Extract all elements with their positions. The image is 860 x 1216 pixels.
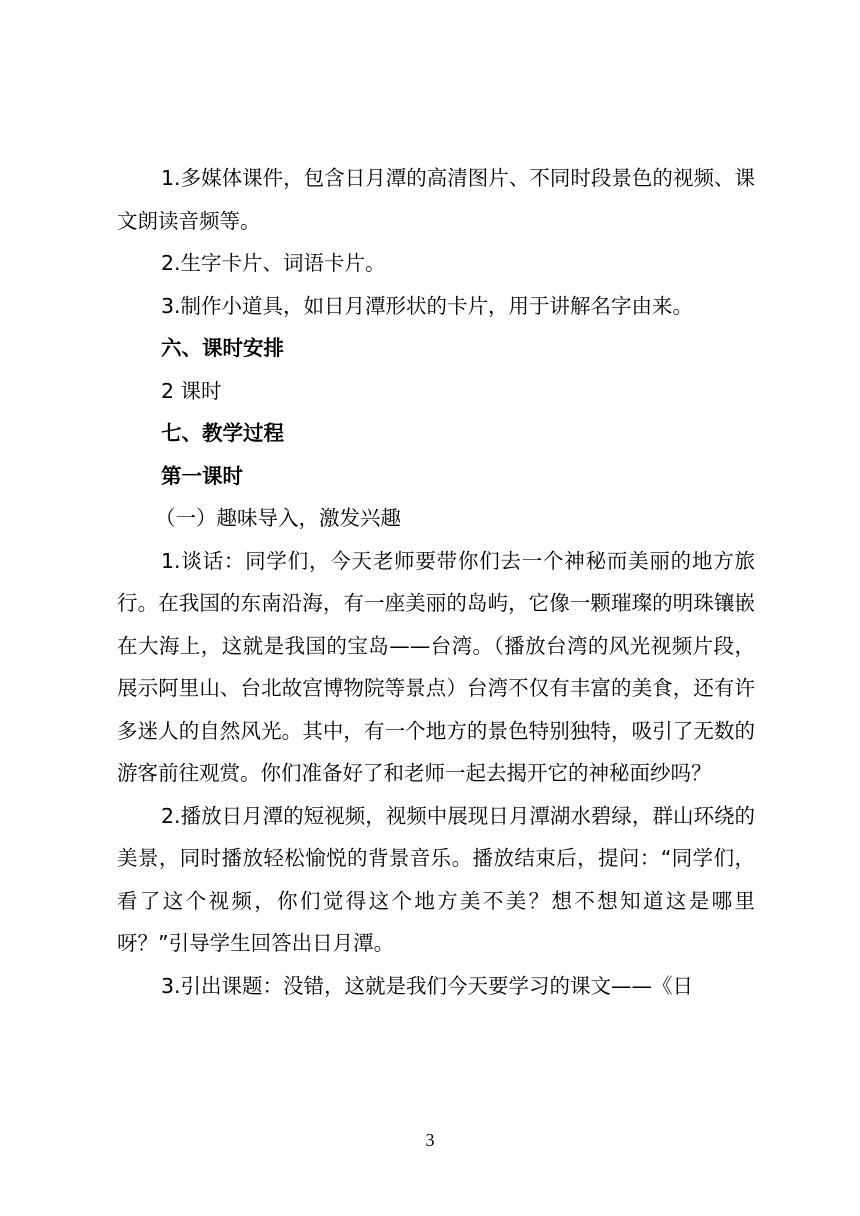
paragraph-materials-1: 1.多媒体课件，包含日月潭的高清图片、不同时段景色的视频、课文朗读音频等。 bbox=[117, 166, 755, 233]
subheading-first-lesson: 第一课时 bbox=[161, 463, 243, 488]
paragraph-materials-3: 3.制作小道具，如日月潭形状的卡片，用于讲解名字由来。 bbox=[161, 293, 694, 318]
paragraph-materials-2: 2.生字卡片、词语卡片。 bbox=[161, 251, 386, 275]
page-number: 3 bbox=[425, 1130, 435, 1150]
section-heading-schedule: 六、课时安排 bbox=[161, 336, 284, 360]
subsection-heading-intro: （一）趣味导入，激发兴趣 bbox=[155, 506, 401, 530]
paragraph-lesson-count: 2 课时 bbox=[161, 378, 222, 403]
paragraph-intro-title: 3.引出课题：没错，这就是我们今天要学习的课文——《日 bbox=[161, 973, 694, 998]
paragraph-intro-video: 2.播放日月潭的短视频，视频中展现日月潭湖水碧绿，群山环绕的美景，同时播放轻松愉悦的背景音乐。播放结束后，提问：“同学们，看了这个视频，你们觉得这个地方美不美？想不想知道这是哪里呀？”引导学生回答出日月潭。 bbox=[117, 803, 755, 955]
section-heading-process: 七、教学过程 bbox=[161, 421, 284, 445]
paragraph-intro-talk: 1.谈话：同学们，今天老师要带你们去一个神秘而美丽的地方旅行。在我国的东南沿海，有一座美丽的岛屿，它像一颗璀璨的明珠镶嵌在大海上，这就是我国的宝岛——台湾。（播放台湾的风光视频片段，展示阿里山、台北故宫博物院等景点）台湾不仅有丰富的美食，还有许多迷人的自然风光。其中，有一个地方的景色特别独特，吸引了无数的游客前往观赏。你们准备好了和老师一起去揭开它的神秘面纱吗？ bbox=[117, 548, 755, 785]
document-body bbox=[117, 157, 755, 1007]
